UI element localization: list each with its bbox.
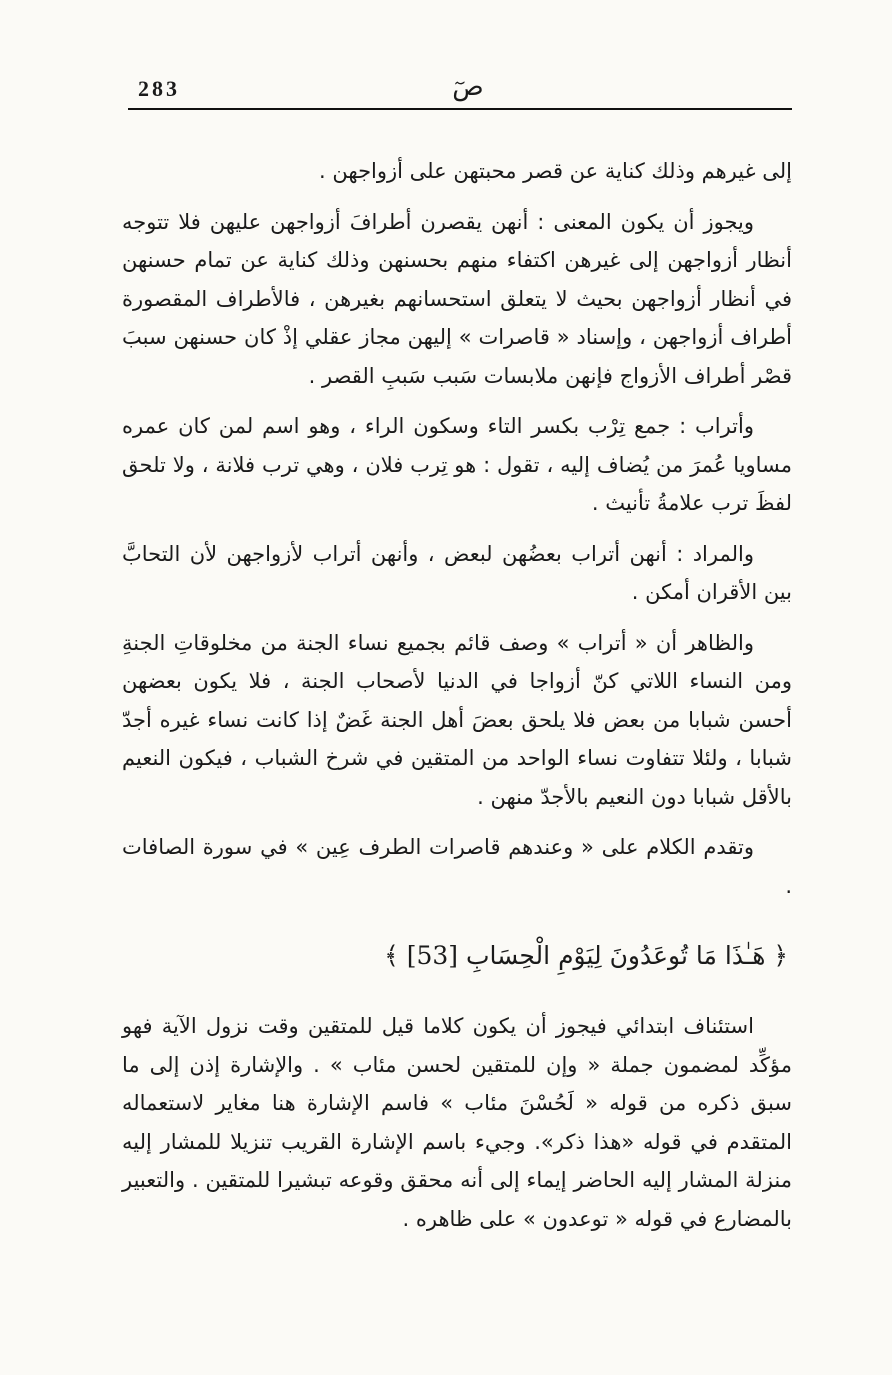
page-header: [128, 70, 792, 114]
paragraph-atrab-definition: وأتراب : جمع تِرْب بكسر التاء وسكون الراء ، وهو اسم لمن كان عمره مساويا عُمرَ من يُضاف إليه ، تقول : هو تِرب فلان ، وهي ترب فلانة ، ولا تلحق لفظَ ترب علامةُ تأنيث .: [122, 414, 792, 515]
page-body: [122, 152, 792, 1250]
paragraph-intended-meaning: والمراد : أنهن أتراب بعضُهن لبعض ، وأنهن أتراب لأزواجهن لأن التحابَّ بين الأقران أمكن .: [122, 541, 792, 604]
page-number: 283: [138, 76, 180, 101]
paragraph-continuation: إلى غيرهم وذلك كناية عن قصر محبتهن على أزواجهن .: [319, 159, 792, 183]
paragraph-commentary: استئناف ابتدائي فيجوز أن يكون كلاما قيل للمتقين وقت نزول الآية فهو مؤكِّد لمضمون جملة « وإن للمتقين لحسن مئاب » . والإشارة إذن إلى ما سبق ذكره من قوله « لَحُسْنَ مئاب » فاسم الإشارة هنا مغاير لاستعماله المتقدم في قوله «هذا ذكر». وجيء باسم الإشارة القريب تنزيلا للمشار إليه منزلة المشار إليه الحاضر إيماء إلى أنه محقق وقوعه تبشيرا للمتقين . والتعبير بالمضارع في قوله « توعدون » على ظاهره .: [122, 1014, 792, 1231]
running-head: صٓ: [452, 72, 484, 102]
header-rule: [128, 108, 792, 110]
paragraph-apparent-meaning: والظاهر أن « أتراب » وصف قائم بجميع نساء الجنة من مخلوقاتِ الجنةِ ومن النساء اللاتي كنّ أزواجا في الدنيا لأصحاب الجنة ، فلا يكون بعضهن أحسن شبابا من بعض فلا يلحق بعضَ أهل الجنة غَضٌ إذا كانت نساء غيره أجدّ شبابا ، ولئلا تتفاوت نساء الواحد من المتقين في شرخ الشباب ، فيكون النعيم بالأقل شبابا دون النعيم بالأجدّ منهن .: [122, 630, 792, 809]
quran-verse: ﴿ هَـٰذَا مَا تُوعَدُونَ لِيَوْمِ الْحِسَابِ [53] ﴾: [384, 941, 788, 970]
paragraph-meaning: ويجوز أن يكون المعنى : أنهن يقصرن أطرافَ أزواجهن عليهن فلا تتوجه أنظار أزواجهن إلى غيرهن اكتفاء منهم بحسنهن وذلك كناية عن تمام حسنهن في أنظار أزواجهن بحيث لا يتعلق استحسانهم بغيرهن ، فالأطراف المقصورة أطراف أزواجهن ، وإسناد « قاصرات » إليهن مجاز عقلي إذْ كان حسنهن سببَ قصْر أطراف الأزواج فإنهن ملابسات سَبب سَببِ القصر .: [122, 209, 792, 388]
paragraph-cross-reference: وتقدم الكلام على « وعندهم قاصرات الطرف عِين » في سورة الصافات .: [122, 835, 792, 898]
